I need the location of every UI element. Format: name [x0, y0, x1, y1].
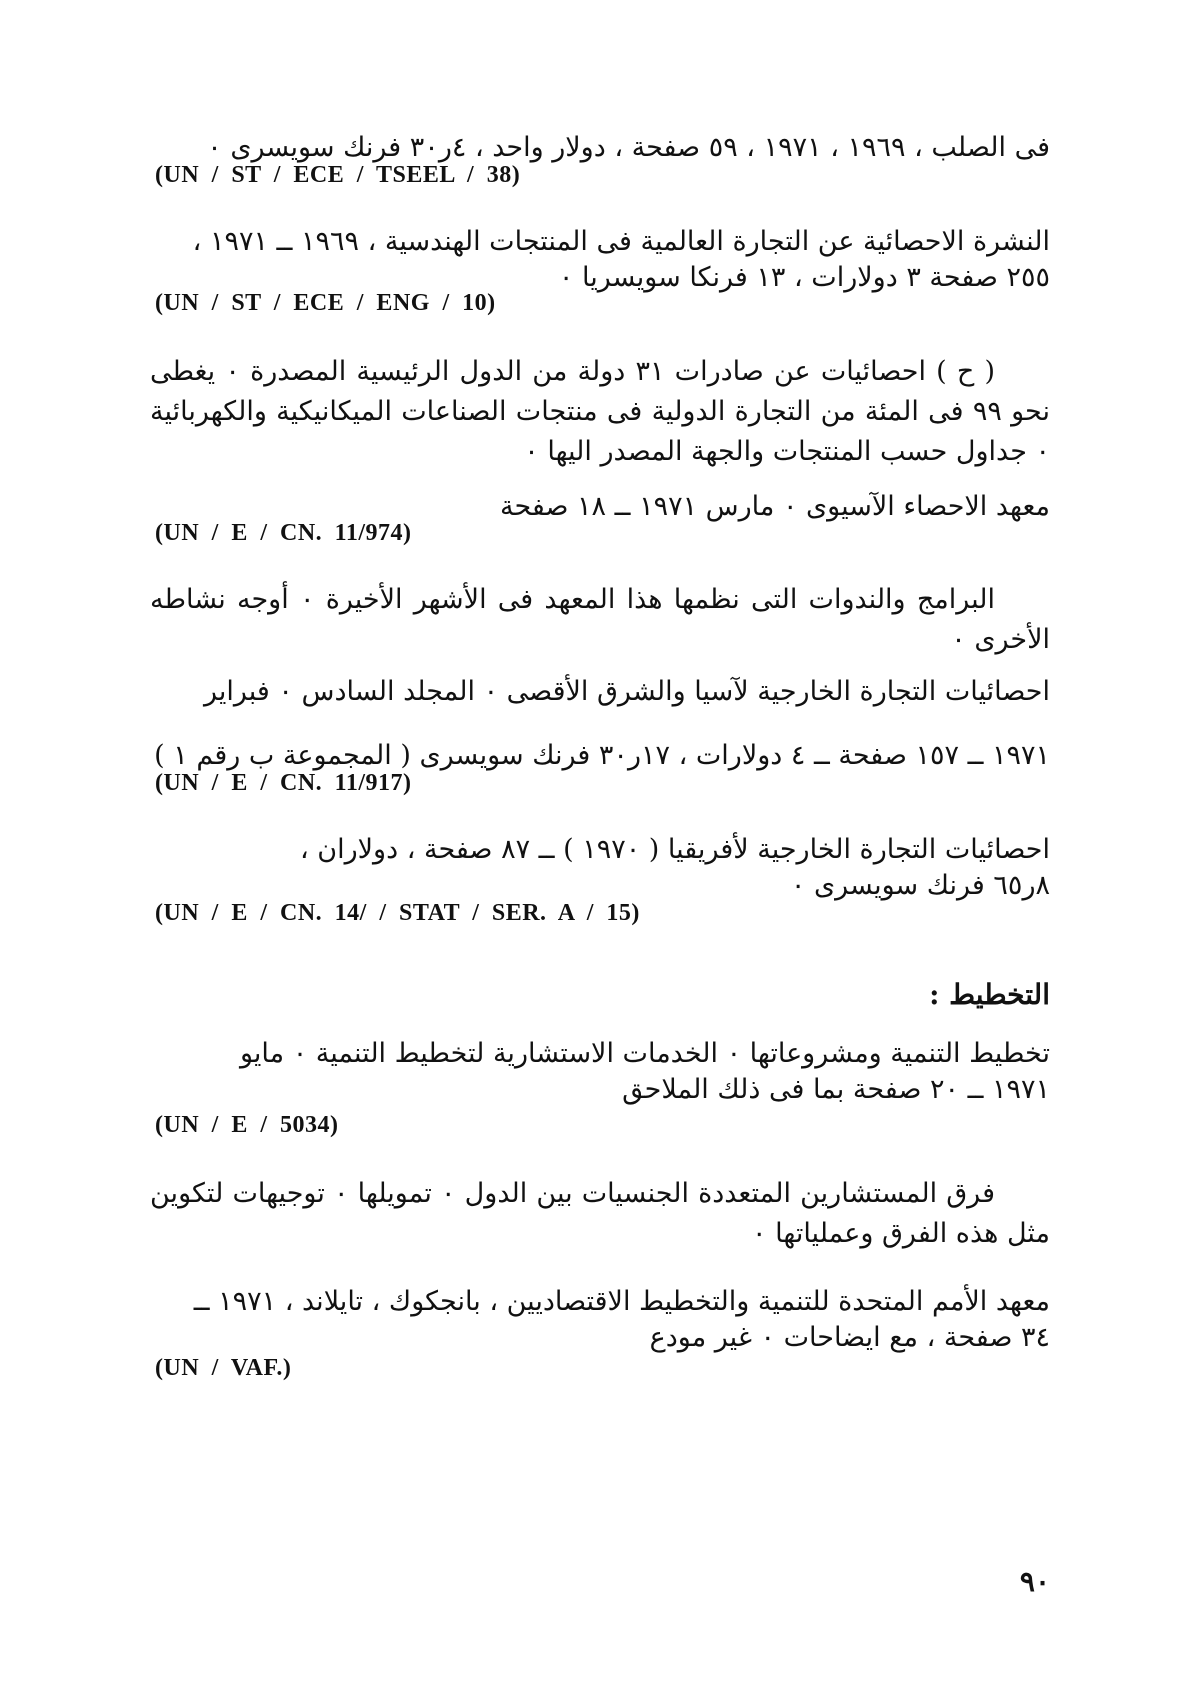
- entry-asian-institute-text: معهد الاحصاء الآسيوى ٠ مارس ١٩٧١ ــ ١٨ صفحة: [499, 491, 1050, 522]
- planning-un-institute-code: (UN / VAF.): [155, 1355, 292, 1381]
- entry-africa-trade-line2: ٨ر٦٥ فرنك سويسرى ٠: [790, 870, 1050, 901]
- entry-engineering-line2: ٢٥٥ صفحة ٣ دولارات ، ١٣ فرنكا سويسريا ٠: [558, 262, 1050, 293]
- page-number: ٩٠: [1019, 1565, 1050, 1598]
- planning-un-institute-line1: معهد الأمم المتحدة للتنمية والتخطيط الاقتصاديين ، بانجكوك ، تايلاند ، ١٩٧١ ــ: [193, 1286, 1050, 1317]
- entry-africa-trade-code: (UN / E / CN. 14/ / STAT / SER. A / 15): [155, 900, 640, 926]
- entry-programs-paragraph: البرامج والندوات التى نظمها هذا المعهد فى الأشهر الأخيرة ٠ أوجه نشاطه الأخرى ٠: [150, 584, 1050, 655]
- planning-un-institute-line2: ٣٤ صفحة ، مع ايضاحات ٠ غير مودع: [649, 1322, 1050, 1353]
- entry-engineering-line1: النشرة الاحصائية عن التجارة العالمية فى المنتجات الهندسية ، ١٩٦٩ ــ ١٩٧١ ،: [192, 226, 1050, 257]
- entry-steel-text: فى الصلب ، ١٩٦٩ ، ١٩٧١ ، ٥٩ صفحة ، دولار واحد ، ٤ر٣٠ فرنك سويسرى ٠: [207, 132, 1050, 163]
- entry-asian-institute-code: (UN / E / CN. 11/974): [155, 520, 412, 546]
- entry-asia-trade-details: ١٩٧١ ــ ١٥٧ صفحة ــ ٤ دولارات ، ١٧ر٣٠ فرنك سويسرى ( المجموعة ب رقم ١ ): [154, 740, 1050, 771]
- entry-steel-code: (UN / ST / ECE / TSEEL / 38): [155, 162, 521, 188]
- entry-asia-trade-code: (UN / E / CN. 11/917): [155, 770, 412, 796]
- planning-development-line1: تخطيط التنمية ومشروعاتها ٠ الخدمات الاستشارية لتخطيط التنمية ٠ مايو: [239, 1038, 1050, 1069]
- planning-advisers-paragraph: فرق المستشارين المتعددة الجنسيات بين الدول ٠ تمويلها ٠ توجيهات لتكوين مثل هذه الفرق وعملياتها ٠: [150, 1178, 1050, 1249]
- entry-asia-trade-text: احصائيات التجارة الخارجية لآسيا والشرق الأقصى ٠ المجلد السادس ٠ فبراير: [203, 676, 1050, 707]
- entry-engineering-code: (UN / ST / ECE / ENG / 10): [155, 290, 496, 316]
- planning-development-code: (UN / E / 5034): [155, 1112, 339, 1138]
- entry-africa-trade-line1: احصائيات التجارة الخارجية لأفريقيا ( ١٩٧٠ ) ــ ٨٧ صفحة ، دولاران ،: [299, 834, 1050, 865]
- section-heading-planning: التخطيط :: [929, 978, 1050, 1011]
- planning-development-line2: ١٩٧١ ــ ٢٠ صفحة بما فى ذلك الملاحق: [622, 1074, 1050, 1105]
- entry-exports-paragraph: ( ح ) احصائيات عن صادرات ٣١ دولة من الدول الرئيسية المصدرة ٠ يغطى نحو ٩٩ فى المئة من التجارة الدولية فى منتجات الصناعات الميكانيكية والكهربائية ٠ جداول حسب المنتجات والجهة المصدر اليها ٠: [150, 356, 1050, 467]
